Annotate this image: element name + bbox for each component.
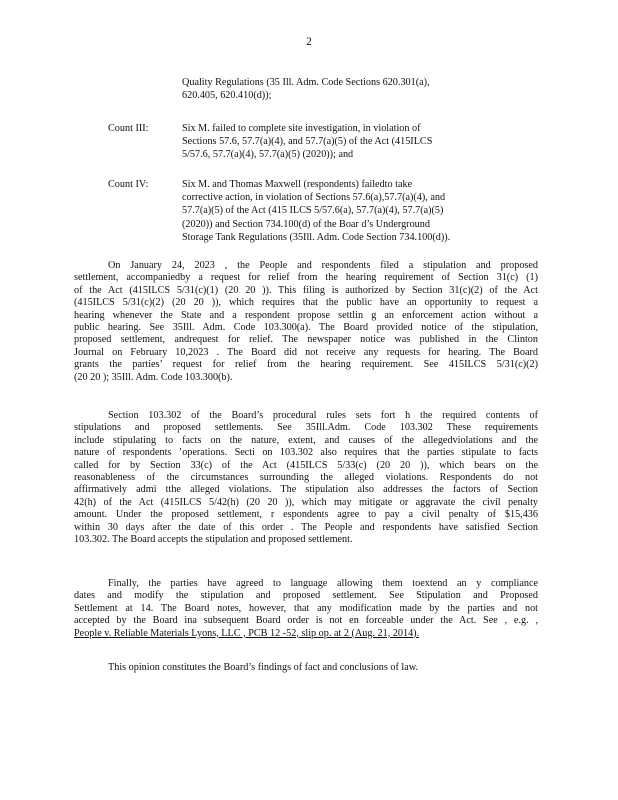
paragraph-line: On January 24, 2023 , the People and respondents filed a stipulation and proposed	[108, 260, 538, 271]
count-line: 5/57.6, 57.7(a)(4), 57.7(a)(5) (2020)); and	[182, 149, 354, 161]
count-iii	[108, 122, 508, 164]
paragraph-line: settlement, accompaniedby a request for relief from the hearing requirement of Section 31(c) (1)	[74, 272, 538, 284]
paragraph-line: stipulations and proposed settlements. See 35Ill.Adm. Code 103.302 These requirements	[74, 422, 538, 434]
count-line: Six M. failed to complete site investigation, in violation of	[182, 123, 421, 134]
paragraph-modification	[74, 578, 538, 640]
paragraph-line: of the Act (415ILCS 5/31(c)(1) (20 20 )). This filing is authorized by Section 31(c)(2) of the Act	[74, 284, 538, 296]
paragraph-line: within 30 days after the date of this order . The People and respondents have satisfied Section	[74, 521, 538, 533]
paragraph-line: proposed settlement, andrequest for relief. The newspaper notice was published in the Clinton	[74, 334, 538, 346]
count-line: Storage Tank Regulations (35Ill. Adm. Code Section 734.100(d)).	[182, 231, 451, 243]
paragraph-line: accepted by the Board ina subsequent Board order is not en forceable under the Act. See , e.g. ,	[74, 615, 538, 627]
paragraph-line: (20 20 ); 35Ill. Adm. Code 103.300(b).	[74, 371, 233, 383]
paragraph-line: (415ILCS 5/31(c)(2) (20 20 )), which requires that the public have an opportunity to request a	[74, 297, 538, 309]
case-citation: People v. Reliable Materials Lyons, LLC , PCB 12 -52, slip op. at 2 (Aug. 21, 2014).	[74, 627, 420, 639]
paragraph-line: 42(h) of the Act (415ILCS 5/42(h) (20 20 )), which may mitigate or aggravate the civil penalty	[74, 496, 538, 508]
paragraph-line: include stipulating to facts on the nature, extent, and causes of the allegedviolations and the	[74, 434, 538, 446]
count-line: corrective action, in violation of Sections 57.6(a),57.7(a)(4), and	[182, 192, 446, 204]
count-line: 620.405, 620.410(d));	[182, 90, 272, 102]
paragraph-line: 103.302. The Board accepts the stipulation and proposed settlement.	[74, 534, 353, 546]
paragraph-line: nature of respondents ’operations. Secti on 103.302 also requires that the parties stipulate to facts	[74, 447, 538, 459]
paragraph-line: dates and modify the stipulation and proposed settlement. See Stipulation and Proposed	[74, 590, 538, 602]
count-continuation	[108, 76, 508, 106]
paragraph-line: grants the parties’ request for relief from the hearing requirement. See 415ILCS 5/31(c)(2)	[74, 359, 538, 371]
paragraph-line: Finally, the parties have agreed to language allowing them toextend an y compliance	[108, 578, 538, 589]
paragraph-line: called for by Section 33(c) of the Act (415ILCS 5/33(c) (20 20 )), which bears on the	[74, 459, 538, 471]
closing-statement: This opinion constitutes the Board’s findings of fact and conclusions of law.	[108, 662, 419, 673]
count-text	[182, 122, 502, 162]
count-text	[182, 178, 502, 244]
paragraph-procedural-rules	[74, 410, 538, 546]
count-label: Count III:	[108, 123, 149, 134]
paragraph-line: Settlement at 14. The Board notes, however, that any modification made by the parties and not	[74, 602, 538, 614]
paragraph-line: affirmatively admi tthe alleged violations. The stipulation also addresses the factors of Section	[74, 484, 538, 496]
count-text	[182, 76, 502, 102]
paragraph-line: reasonableness of the circumstances surrounding the alleged violations. Respondents do not	[74, 472, 538, 484]
paragraph-line: hearing whenever the State and a respondent propose settlin g an enforcement action without a	[74, 309, 538, 321]
count-line: (2020)) and Section 734.100(d) of the Boar d’s Underground	[182, 218, 430, 230]
count-line: Sections 57.6, 57.7(a)(4), and 57.7(a)(5) of the Act (415ILCS	[182, 136, 433, 148]
page-number: 2	[306, 36, 312, 48]
count-line: Quality Regulations (35 Ill. Adm. Code Sections 620.301(a),	[182, 77, 430, 88]
count-iv	[108, 178, 508, 246]
paragraph-line: Section 103.302 of the Board’s procedural rules sets fort h the required contents of	[108, 410, 538, 421]
count-line: 57.7(a)(5) of the Act (415 ILCS 5/57.6(a), 57.7(a)(4), 57.7(a)(5)	[182, 205, 444, 217]
paragraph-line: amount. Under the proposed settlement, r espondents agree to pay a civil penalty of $15,436	[74, 509, 538, 521]
paragraph-line: Journal on February 10,2023 . The Board did not receive any requests for hearing. The Board	[74, 346, 538, 358]
paragraph-stipulation-filing	[74, 260, 538, 384]
paragraph-line: public hearing. See 35Ill. Adm. Code 103.300(a). The Board provided notice of the stipulation,	[74, 322, 538, 334]
count-label: Count IV:	[108, 179, 149, 190]
count-line: Six M. and Thomas Maxwell (respondents) failedto take	[182, 179, 413, 190]
